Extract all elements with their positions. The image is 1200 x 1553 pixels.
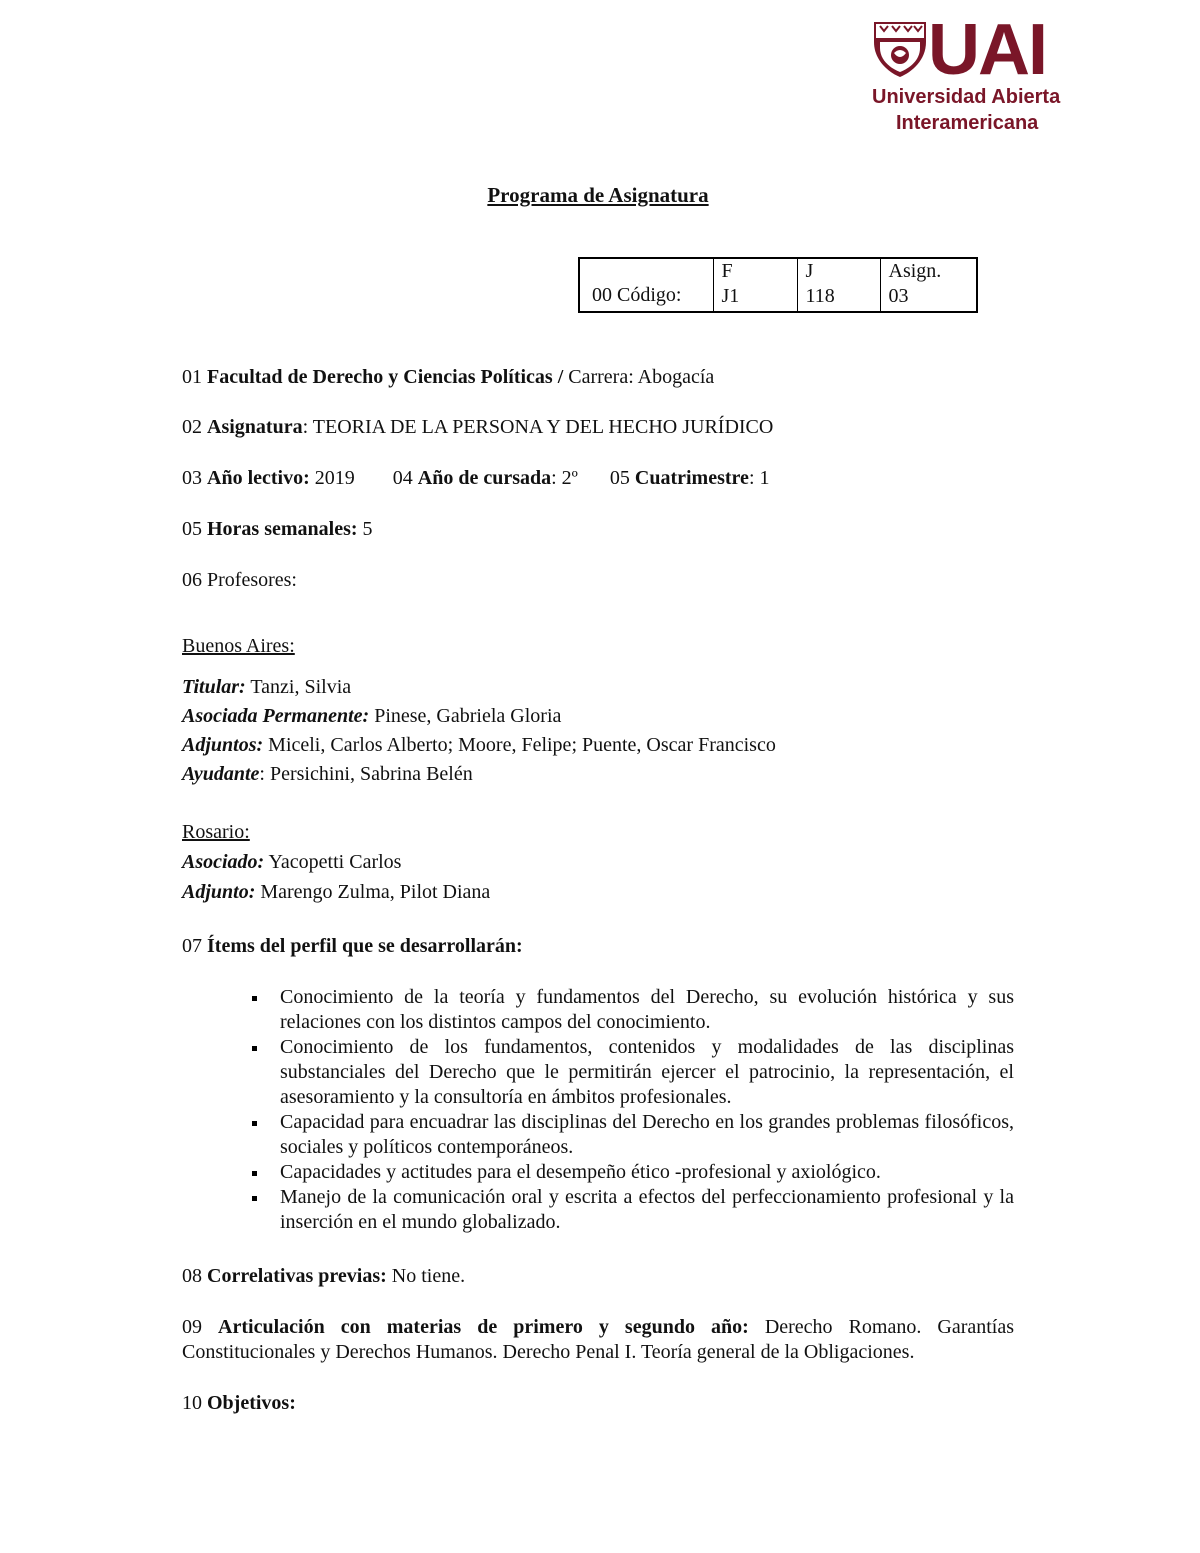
academic-year-value: 2019 <box>314 467 355 489</box>
section-number: 08 <box>182 1265 202 1287</box>
uai-logo <box>870 10 1075 135</box>
code-value: 118 <box>805 285 835 307</box>
course-year-label: Año de cursada <box>417 467 552 489</box>
professor-names: : Persichini, Sabrina Belén <box>259 763 473 785</box>
professor-row <box>182 762 473 787</box>
profile-items-label: Ítems del perfil que se desarrollarán: <box>207 935 523 957</box>
code-header: F <box>721 260 733 282</box>
code-cell-f <box>713 258 797 312</box>
subject-label: Asignatura <box>207 416 303 438</box>
section-number: 02 <box>182 416 202 438</box>
logo-university-line2: Interamericana <box>896 112 1039 134</box>
professor-names: Miceli, Carlos Alberto; Moore, Felipe; Puente, Oscar Francisco <box>268 734 776 756</box>
logo-letters: UAI <box>928 10 1046 90</box>
list-item <box>252 1035 1014 1110</box>
professor-row <box>182 675 351 700</box>
location-heading-buenos-aires: Buenos Aires: <box>182 635 295 657</box>
code-table <box>578 257 978 313</box>
section-faculty <box>182 365 714 390</box>
articulation-label: Articulación con materias de primero y segundo año: <box>218 1316 749 1338</box>
professor-names: Tanzi, Silvia <box>250 676 352 698</box>
professor-row <box>182 704 561 729</box>
professor-role: Adjunto: <box>182 881 256 903</box>
page-title: Programa de Asignatura <box>487 183 709 207</box>
shield-icon <box>872 20 928 78</box>
section-number: 06 <box>182 569 202 591</box>
list-item-text: Capacidad para encuadrar las disciplinas del Derecho en los grandes problemas filosóficos, sociales y políticos contemporáneos. <box>280 1111 1014 1158</box>
code-value: J1 <box>721 285 740 307</box>
code-header: J <box>805 260 814 282</box>
professor-row <box>182 850 401 875</box>
section-number: 09 <box>182 1316 202 1338</box>
section-number: 04 <box>392 467 413 489</box>
section-year-info <box>182 466 770 491</box>
professor-row <box>182 880 490 905</box>
section-objectives <box>182 1391 296 1416</box>
professors-label: Profesores: <box>207 569 297 591</box>
list-item <box>252 985 1014 1035</box>
list-item <box>252 1110 1014 1160</box>
prerequisites-label: Correlativas previas: <box>207 1265 387 1287</box>
section-number: 05 <box>182 518 202 540</box>
academic-year-label: Año lectivo: <box>207 467 310 489</box>
professor-names: Pinese, Gabriela Gloria <box>374 705 562 727</box>
bullet-icon <box>252 1046 257 1051</box>
professor-role: Titular: <box>182 676 246 698</box>
faculty-name: Facultad de Derecho y Ciencias Políticas <box>207 366 553 388</box>
section-prerequisites <box>182 1264 465 1289</box>
section-number: 03 <box>182 467 202 489</box>
bullet-icon <box>252 1171 257 1176</box>
separator: / <box>552 366 569 388</box>
list-item-text: Capacidades y actitudes para el desempeño ético -profesional y axiológico. <box>280 1161 881 1183</box>
subject-name: : TEORIA DE LA PERSONA Y DEL HECHO JURÍDICO <box>302 416 774 438</box>
professor-role: Adjuntos: <box>182 734 264 756</box>
section-number: 07 <box>182 935 202 957</box>
professor-names: Yacopetti Carlos <box>268 851 402 873</box>
code-label: 00 Código: <box>579 258 713 312</box>
section-articulation <box>182 1315 1014 1365</box>
section-professors <box>182 568 297 593</box>
hours-value: 5 <box>362 518 373 540</box>
section-profile-items <box>182 934 523 959</box>
code-value: 03 <box>888 285 909 307</box>
prerequisites-value: No tiene. <box>391 1265 466 1287</box>
code-header: Asign. <box>888 260 942 282</box>
list-item-text: Conocimiento de la teoría y fundamentos del Derecho, su evolución histórica y sus relaciones con los distintos campos del conocimiento. <box>280 986 1014 1033</box>
list-item <box>252 1160 1014 1185</box>
bullet-icon <box>252 996 257 1001</box>
code-table-row <box>579 258 977 312</box>
list-item-text: Manejo de la comunicación oral y escrita a efectos del perfeccionamiento profesional y la inserción en el mundo globalizado. <box>280 1186 1014 1233</box>
list-item-text: Conocimiento de los fundamentos, contenidos y modalidades de las disciplinas substanciales del Derecho que le permitirán ejercer el patrocinio, la representación, el asesoramiento y la consultoría en ámbitos profesionales. <box>280 1036 1014 1108</box>
section-number: 05 <box>609 467 630 489</box>
course-year-value: : 2º <box>551 467 578 489</box>
section-number: 01 <box>182 366 202 388</box>
profile-items-list <box>252 985 1014 1235</box>
section-subject <box>182 415 773 440</box>
code-cell-j <box>797 258 880 312</box>
professor-names: Marengo Zulma, Pilot Diana <box>260 881 491 903</box>
section-hours <box>182 517 373 542</box>
hours-label: Horas semanales: <box>207 518 358 540</box>
semester-value: : 1 <box>748 467 770 489</box>
semester-label: Cuatrimestre <box>634 467 749 489</box>
professor-role: Asociada Permanente: <box>182 705 370 727</box>
professor-role: Asociado: <box>182 851 265 873</box>
logo-university-line1: Universidad Abierta <box>872 86 1061 108</box>
bullet-icon <box>252 1196 257 1201</box>
bullet-icon <box>252 1121 257 1126</box>
professor-role: Ayudante <box>182 763 260 785</box>
list-item <box>252 1185 1014 1235</box>
articulation-value: Derecho Romano. Garantías Constitucionales y Derechos Humanos. Derecho Penal I. Teoría general de la Obligaciones. <box>182 1316 1015 1363</box>
section-number: 10 <box>182 1392 202 1414</box>
code-cell-asign <box>880 258 977 312</box>
professor-row <box>182 733 776 758</box>
location-heading-rosario: Rosario: <box>182 821 250 843</box>
career: Carrera: Abogacía <box>568 366 715 388</box>
objectives-label: Objetivos: <box>207 1392 296 1414</box>
